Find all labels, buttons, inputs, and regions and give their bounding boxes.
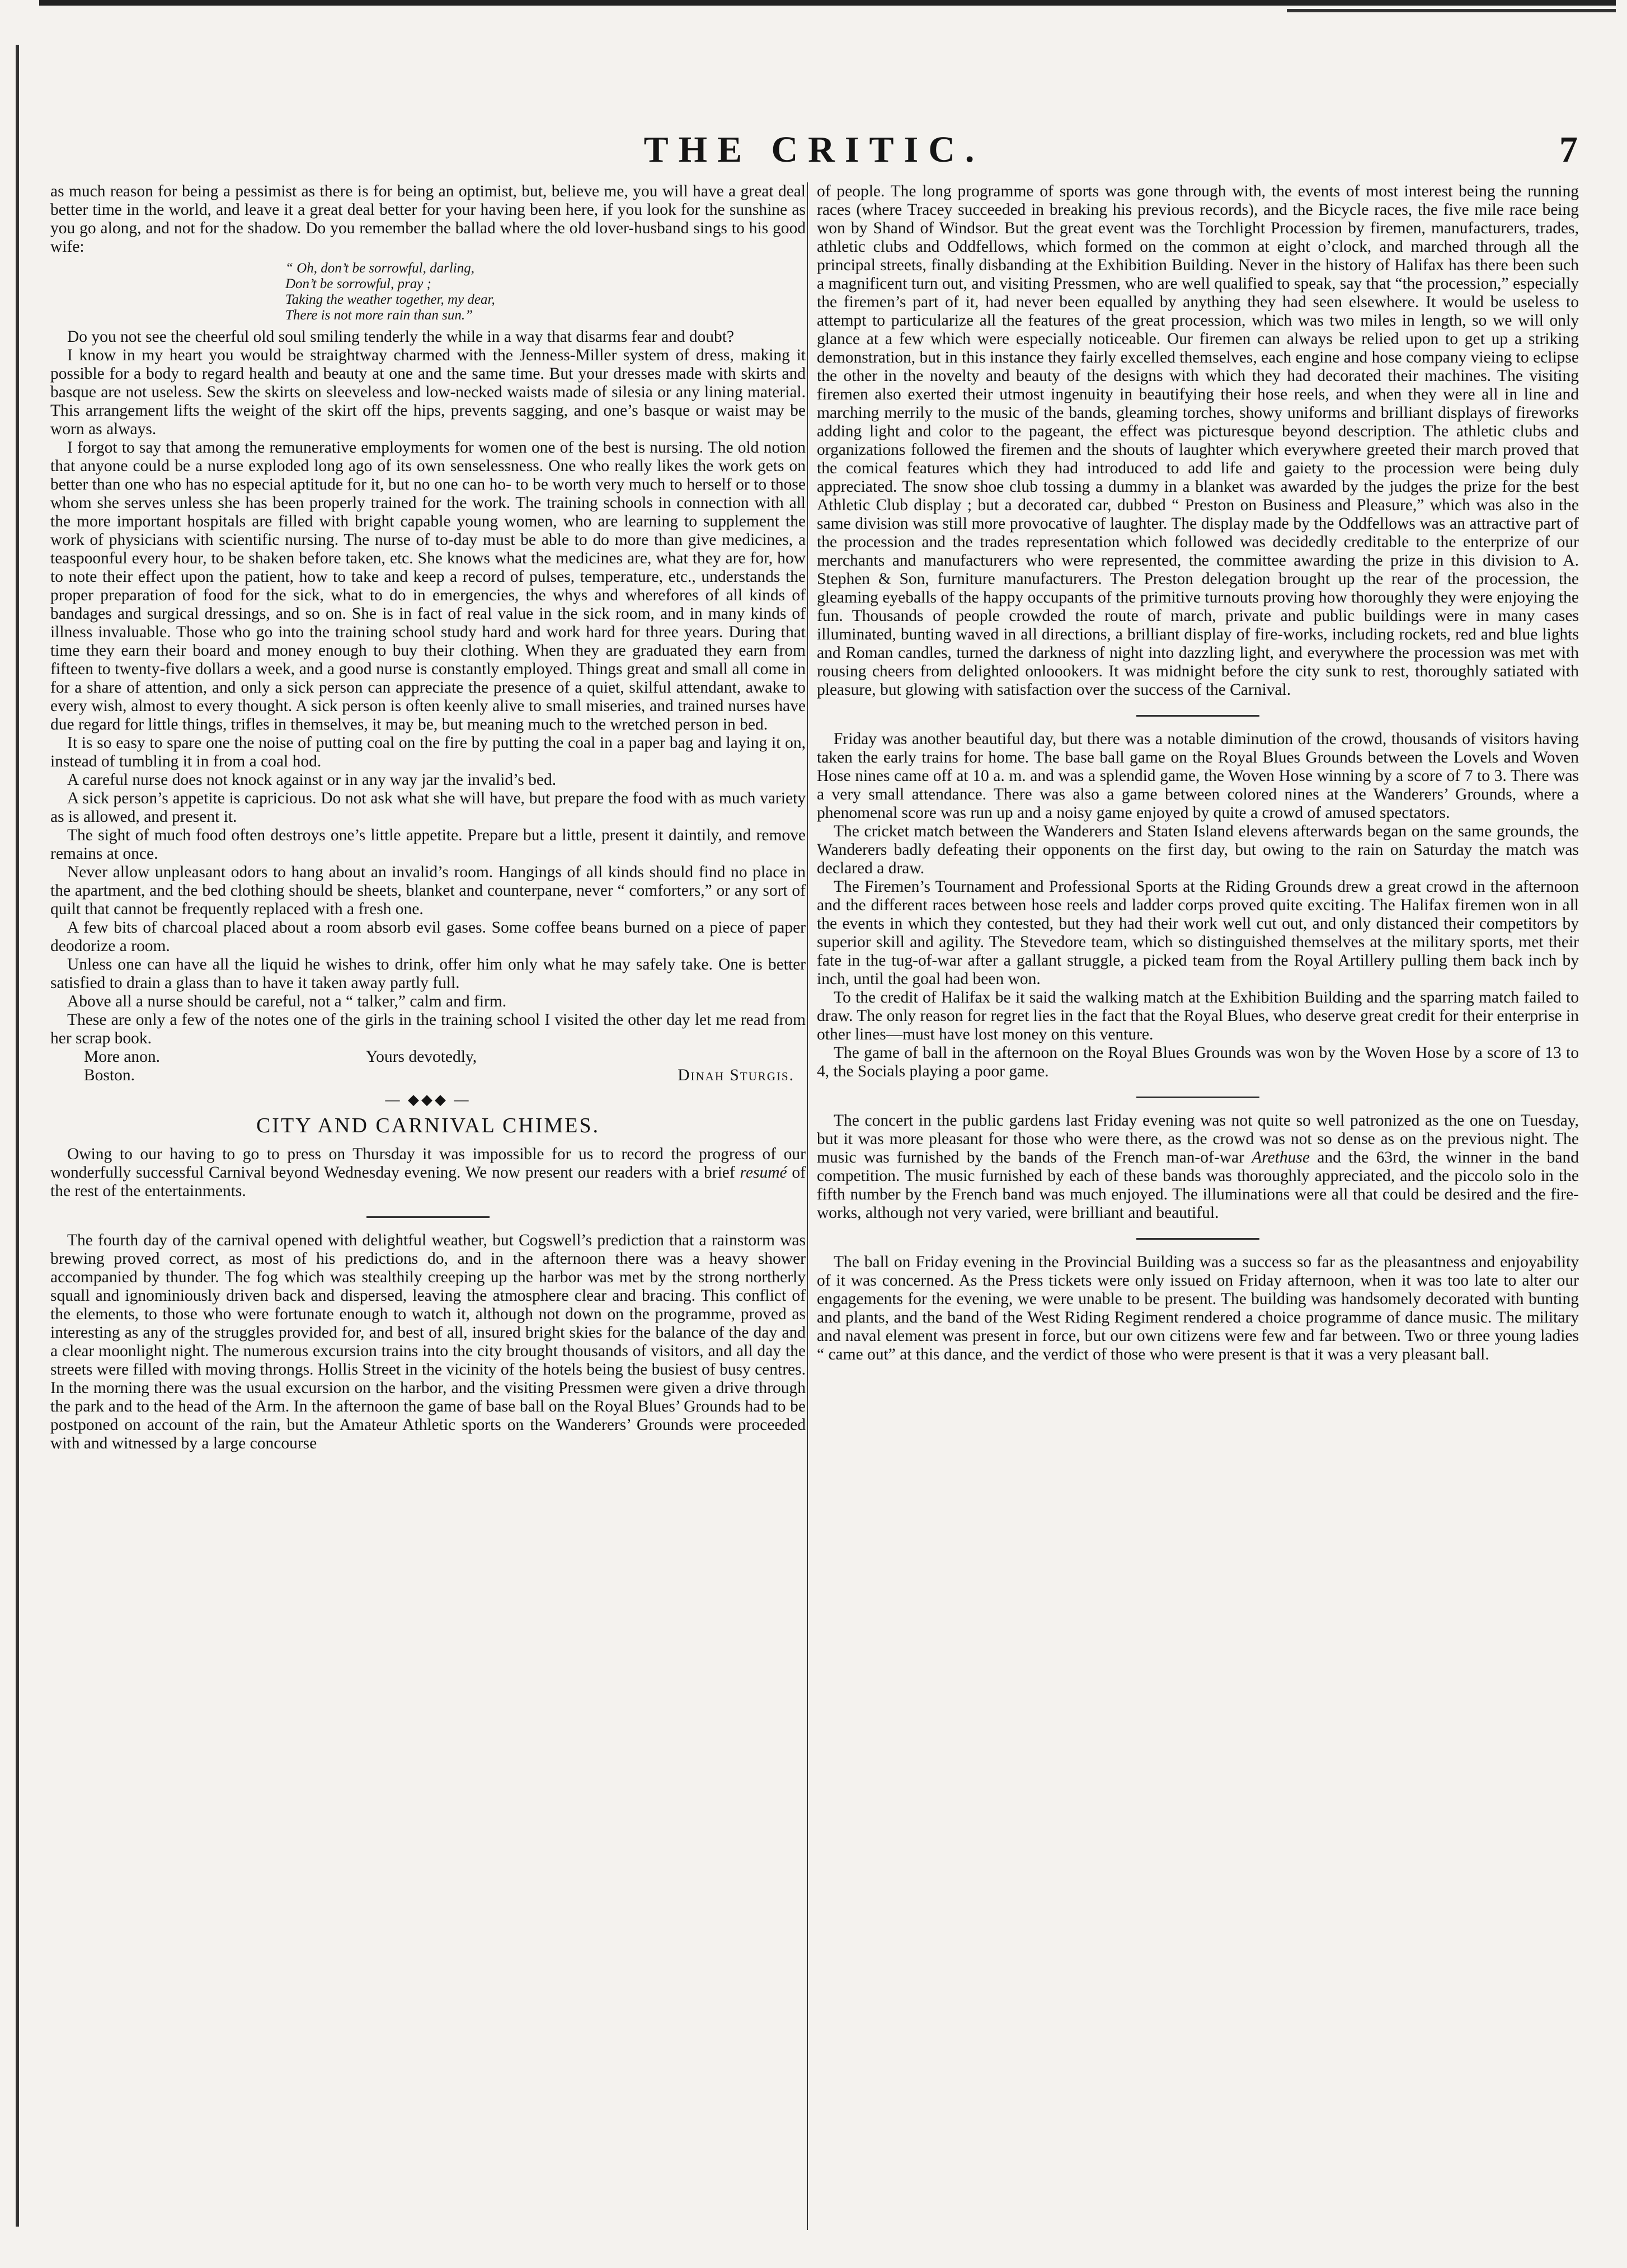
paragraph: A few bits of charcoal placed about a room absorb evil gases. Some coffee beans burned on a piece of paper deodorize a room. <box>50 919 806 955</box>
right-column <box>817 182 1579 1364</box>
closing-yours: Yours devotedly, <box>365 1048 477 1066</box>
separator-rule <box>366 1216 490 1218</box>
paragraph: The cricket match between the Wanderers and Staten Island elevens afterwards began on the same grounds, the Wanderers badly defeating their opponents on the first day, but owing to the rain on Saturday the match was declared a draw. <box>817 822 1579 877</box>
paragraph: The fourth day of the carnival opened with delightful weather, but Cogswell’s prediction that a rainstorm was brewing proved correct, as most of his predictions do, and in the afternoon there was a heavy shower accompanied by thunder. The fog which was stealthily creeping up the harbor was met by the strong northerly squall and ignominiously driven back and dispersed, leaving the atmosphere clear and bracing. This conflict of the elements, to those who were fortunate enough to watch it, although not down on the programme, proved as interesting as any of the struggles provided for, and best of all, insured bright skies for the balance of the day and a clear moonlight night. The numerous excursion trains into the city brought thousands of visitors, and all day the streets were filled with moving throngs. Hollis Street in the vicinity of the hotels being the busiest of busy centres. In the morning there was the usual excursion on the harbor, and the visiting Pressmen were given a drive through the park and to the head of the Arm. In the afternoon the game of base ball on the Royal Blues’ Grounds had to be postponed on account of the rain, but the Amateur Athletic sports on the Wanderers’ Grounds were proceeded with and witnessed by a large concourse <box>50 1231 806 1452</box>
page-header <box>50 129 1578 179</box>
paragraph: Never allow unpleasant odors to hang about an invalid’s room. Hangings of all kinds should find no place in the apartment, and the bed clothing should be sheets, blanket and counterpane, never “ comforters,” or any sort of quilt that cannot be frequently replaced with a fresh one. <box>50 863 806 918</box>
signature-row <box>50 1048 806 1066</box>
paragraph: as much reason for being a pessimist as there is for being an optimist, but, believe me, you will have a great deal better time in the world, and leave it a great deal better for your having been here, if you look for the sunshine as you go along, and not for the shadow. Do you remember the ballad where the old lover-husband sings to his good wife: <box>50 182 806 256</box>
binding-edge <box>16 45 19 2227</box>
paragraph: A careful nurse does not knock against or in any way jar the invalid’s bed. <box>67 771 557 789</box>
verse-line: “ Oh, don’t be sorrowful, darling, <box>285 261 475 276</box>
paragraph: of people. The long programme of sports was gone through with, the events of most interest being the running races (where Tracey succeeded in breaking his previous records), and the Bicycle races, the five mile race being won by Shand of Windsor. But the great event was the Torchlight Procession by firemen, manufacturers, trades, athletic clubs and Oddfellows, which formed on the common at eight o’clock, and marched through all the principal streets, finally disbanding at the Exhibition Building. Never in the history of Halifax has there been such a magnificent turn out, and visiting Pressmen, who are well qualified to speak, say that “the procession,” especially the firemen’s part of it, had never been equalled by anything they had seen elsewhere. It would be useless to attempt to particularize all the features of the great procession, which was two miles in length, so we will only glance at a few which were especially noticeable. Our firemen can always be relied upon to get up a striking demonstration, but in this instance they fairly excelled themselves, each engine and hose company vieing to eclipse the other in the novelty and beauty of the designs with which they had decorated their machines. The visiting firemen also exerted their utmost ingenuity in beautifying their hose reels, and when they were all in line and marching merrily to the music of the bands, gleaming torches, showy uniforms and brilliant displays of fireworks adding light and color to the pageant, the effect was picturesque beyond description. The athletic clubs and organizations followed the firemen and the shouts of laughter which everywhere greeted their march proved that the comical features which they had introduced to add life and gaiety to the procession were being duly appreciated. The snow shoe club tossing a dummy in a blanket was awarded by the judges the prize for the best Athletic Club display ; but a decorated car, dubbed “ Preston on Business and Pleasure,” which was also in the same division was still more provocative of laughter. The display made by the Oddfellows was an attractive part of the procession and the trades representation which followed was decidedly creditable to the enterprize of our merchants and manufacturers who were represented, the committee awarding the prize in this division to A. Stephen & Son, furniture manufacturers. The Preston delegation brought up the rear of the procession, the gleaming eyeballs of the happy occupants of the primitive turnouts proving how thoroughly they were enjoying the fun. Thousands of people crowded the route of march, private and public buildings were in many cases illuminated, bunting waved in all directions, a brilliant display of fire-works, including rockets, red and blue lights and Roman candles, turned the darkness of night into dazzling light, and everywhere the procession was met with rousing cheers from delighted onloookers. It was midnight before the city sunk to rest, thoroughly satiated with pleasure, but glowing with satisfaction over the success of the Carnival. <box>817 182 1579 699</box>
paragraph: A sick person’s appetite is capricious. Do not ask what she will have, but prepare the food with as much variety as is allowed, and present it. <box>50 789 806 826</box>
paragraph: The Firemen’s Tournament and Professional Sports at the Riding Grounds drew a great crowd in the afternoon and the different races between hose reels and ladder corps proved quite exciting. The Halifax firemen won in all the events in which they contested, but they had their work well cut out, and only distanced their competitors by superior skill and agility. The Stevedore team, which so distinguished themselves at the military sports, met their fate in the tug-of-war after a gallant struggle, a picked team from the Royal Artillery pulling them back inch by inch, until the goal had been won. <box>817 878 1579 988</box>
paragraph: To the credit of Halifax be it said the walking match at the Exhibition Building and the sparring match failed to draw. The only reason for regret lies in the fact that the Royal Blues, who deserve great credit for their enterprise in other lines—must have lost money on this venture. <box>817 989 1579 1043</box>
signature-row <box>50 1066 806 1085</box>
paragraph: Friday was another beautiful day, but there was a notable diminution of the crowd, thousands of visitors having taken the early trains for home. The base ball game on the Royal Blues Grounds between the Lovels and Woven Hose nines came off at 10 a. m. and was a splendid game, the Woven Hose winning by a score of 7 to 3. There was a very small attendance. There was also a game between colored nines at the Wanderers’ Grounds, where a phenomenal score was run up and a noisy game enjoyed by quite a crowd of amused spectators. <box>817 730 1579 822</box>
paragraph: I know in my heart you would be straightway charmed with the Jenness-Miller system of dress, making it possible for a body to regard health and beauty at one and the same time. But your dresses made with skirts and basque are not useless. Sew the skirts on sleeveless and low-necked waists made of silesia or any lining material. This arrangement lifts the weight of the skirt off the hips, prevents sagging, and one’s basque or waist may be worn as always. <box>50 346 806 438</box>
paragraph <box>817 1112 1579 1222</box>
paragraph: It is so easy to spare one the noise of putting coal on the fire by putting the coal in a paper bag and laying it on, instead of tumbling it in from a coal hod. <box>50 734 806 770</box>
paragraph: Above all a nurse should be careful, not a “ talker,” calm and firm. <box>67 992 507 1010</box>
top-border-rule <box>39 0 1616 6</box>
verse-line: Taking the weather together, my dear, <box>285 292 495 307</box>
paragraph: I forgot to say that among the remunerative employments for women one of the best is nursing. The old notion that anyone could be a nurse exploded long ago of its own senselessness. One who really likes the work gets on better than one who has no especial aptitude for it, but no one can ho- to be worth very much to herself or to those whom she serves unless she has been properly trained for the work. The training schools in connection with all the more important hospitals are filled with bright capable young women, who are learning to supplement the work of physicians with scientific nursing. The nurse of to-day must be able to do more than give medicines, a teaspoonful every hour, to be shaken before taken, etc. She knows what the medicines are, what they are for, how to note their effect upon the patient, how to take and keep a record of pulses, temperature, etc., understands the proper preparation of food for the sick, what to do in emergencies, the whys and wherefores of all kinds of bandages and surgical dressings, and so on. She is in fact of real value in the sick room, and in many kinds of illness invaluable. Those who go into the training school study hard and work hard for three years. During that time they earn their board and money enough to buy their clothing. When they are graduated they earn from fifteen to twenty-five dollars a week, and a good nurse is constantly employed. Things great and small all come in for a share of attention, and only a sick person can appreciate the presence of a quiet, skilful attendant, awake to every wish, almost to every thought. A sick person is often keenly alive to small miseries, and trained nurses have due regard for little things, trifles in themselves, it may be, but meaning much to the wretched person in bed. <box>50 439 806 733</box>
separator-rule <box>1136 1238 1259 1240</box>
column-divider <box>807 182 808 2230</box>
separator-rule <box>1136 715 1259 717</box>
page-number: 7 <box>1559 129 1578 170</box>
text-run: and the 63rd, the winner in the band competition. The music furnished by each of these bands was thoroughly appreciated, and the piccolo solo in the fifth number by the French band was much enjoyed. The illuminations were all that could be desired and the fire-works, although not very varied, were brilliant and beautiful. <box>817 1149 1579 1222</box>
masthead-title: THE CRITIC. <box>643 129 985 170</box>
closing-place: Boston. <box>84 1066 135 1084</box>
paragraph: Do you not see the cheerful old soul smiling tenderly the while in a way that disarms fear and doubt? <box>67 328 734 346</box>
text-run: The concert in the public gardens last Friday evening was not quite so well patronized as the one on Tuesday, but it was more pleasant for those who were there, as the crowd was not so dense as on the previous night. The music was furnished by the bands of the French man-of-war <box>817 1112 1579 1166</box>
text-run: of the rest of the entertainments. <box>50 1164 806 1200</box>
verse-line: Don’t be sorrowful, pray ; <box>285 276 431 291</box>
closing-more-anon: More anon. <box>84 1048 160 1066</box>
section-ornament: — ◆◆◆ — <box>385 1091 471 1108</box>
left-column <box>50 182 806 1453</box>
paragraph: The ball on Friday evening in the Provincial Building was a success so far as the pleasantness and enjoyability of it was concerned. As the Press tickets were only issued on Friday afternoon, when it was too late to alter our engagements for the evening, we were unable to be present. The building was handsomely decorated with bunting and plants, and the band of the West Riding Regiment rendered a choice programme of dance music. The military and naval element was present in force, but our own citizens were few and far between. Two or three young ladies “ came out” at this dance, and the verdict of those who were present is that it was a very pleasant ball. <box>817 1253 1579 1363</box>
paragraph <box>50 1145 806 1201</box>
verse-line: There is not more rain than sun.” <box>285 308 473 323</box>
paragraph: Unless one can have all the liquid he wishes to drink, offer him only what he may safely take. One is better satisfied to drain a glass than to have it taken away partly full. <box>50 956 806 992</box>
section-heading: CITY AND CARNIVAL CHIMES. <box>256 1114 600 1137</box>
top-border-rule-short <box>1287 9 1616 12</box>
separator-rule <box>1136 1097 1259 1098</box>
italic-text: Arethuse <box>1252 1149 1310 1166</box>
author-signature: Dinah Sturgis. <box>678 1066 794 1084</box>
ballad-verse <box>285 261 806 323</box>
italic-text: resumé <box>740 1164 787 1182</box>
text-run: Owing to our having to go to press on Thursday it was impossible for us to record the progress of our wonderfully successful Carnival beyond Wednesday evening. We now present our readers with a brief <box>50 1145 806 1182</box>
paragraph: These are only a few of the notes one of the girls in the training school I visited the other day let me read from her scrap book. <box>50 1011 806 1047</box>
paragraph: The game of ball in the afternoon on the Royal Blues Grounds was won by the Woven Hose by a score of 13 to 4, the Socials playing a poor game. <box>817 1044 1579 1080</box>
paragraph: The sight of much food often destroys one’s little appetite. Prepare but a little, present it daintily, and remove remains at once. <box>50 826 806 863</box>
